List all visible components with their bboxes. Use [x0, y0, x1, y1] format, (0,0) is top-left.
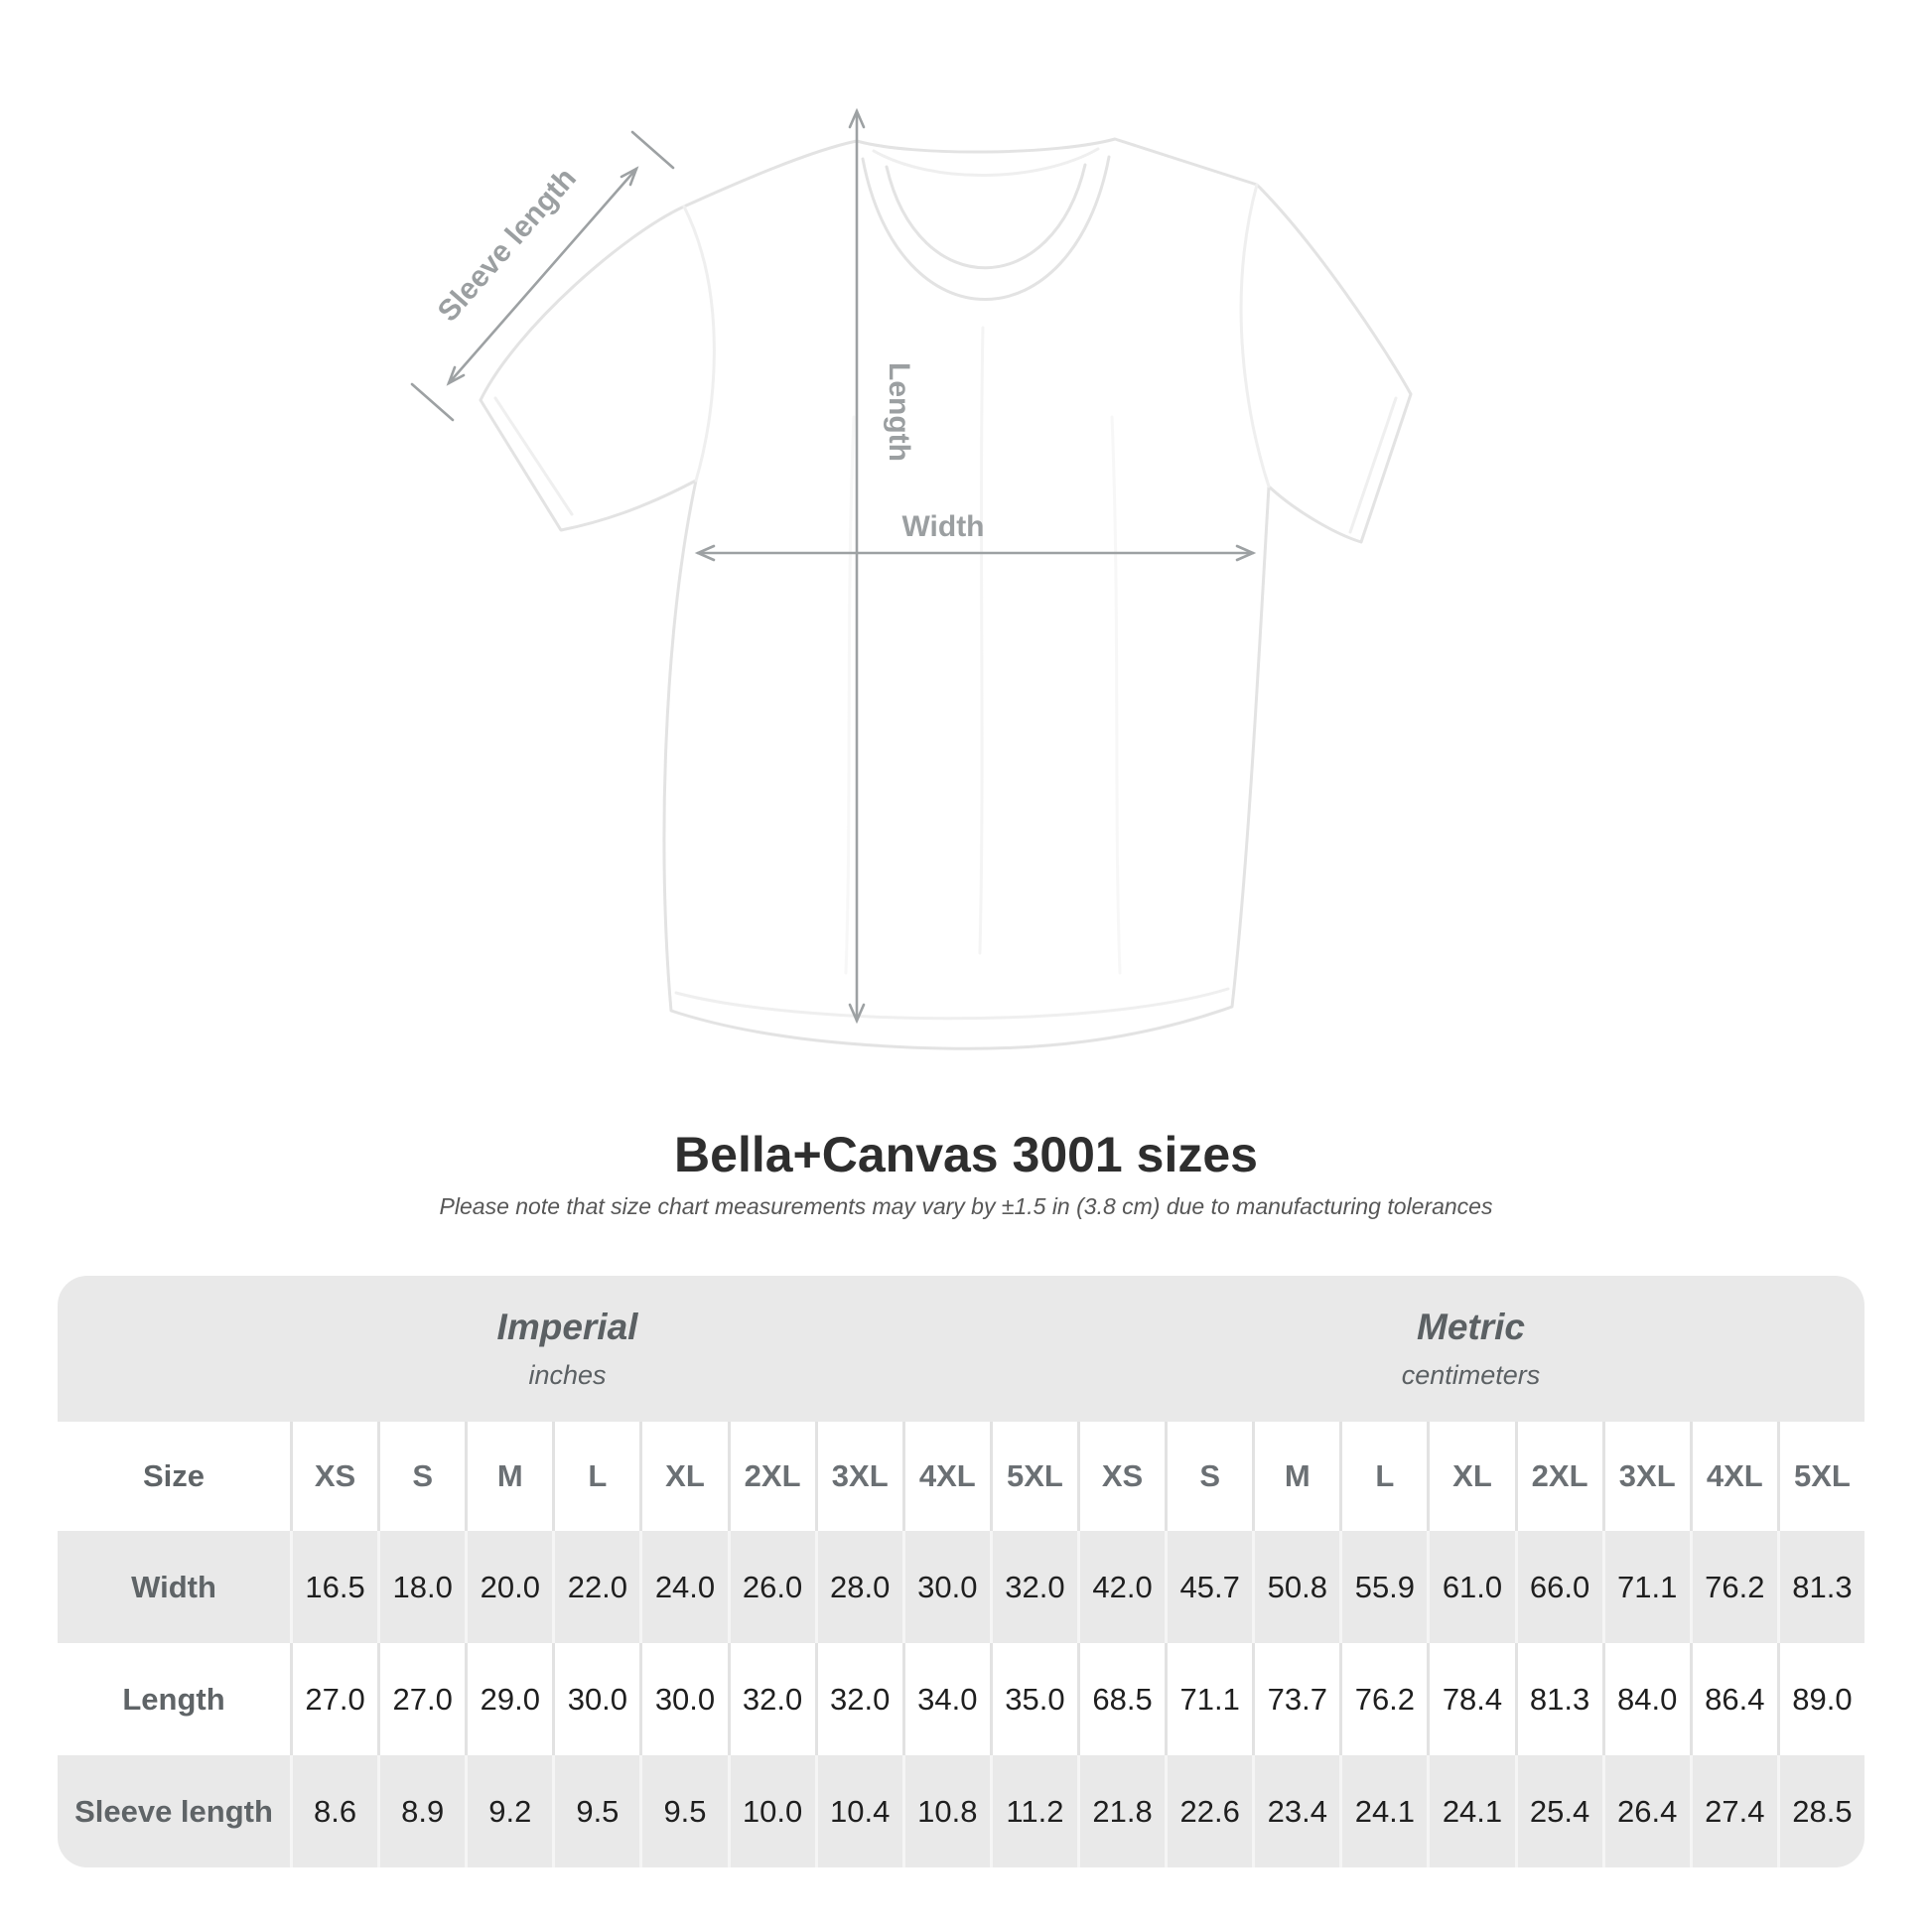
size-column-header: S: [377, 1422, 465, 1531]
metric-value-cell: 73.7: [1252, 1643, 1339, 1755]
metric-value-cell: 22.6: [1165, 1755, 1252, 1867]
metric-value-cell: 84.0: [1602, 1643, 1690, 1755]
imperial-value-cell: 20.0: [465, 1531, 552, 1643]
page-title: Bella+Canvas 3001 sizes: [674, 1127, 1258, 1182]
metric-value-cell: 28.5: [1777, 1755, 1864, 1867]
size-column-header: M: [1252, 1422, 1339, 1531]
imperial-value-cell: 9.5: [639, 1755, 727, 1867]
imperial-value-cell: 32.0: [728, 1643, 815, 1755]
size-header-label: Size: [142, 1458, 206, 1493]
left-armhole-seam: [684, 207, 714, 481]
right-cuff-stitch: [1350, 398, 1396, 532]
metric-value-cell: 86.4: [1690, 1643, 1777, 1755]
metric-value-cell: 68.5: [1077, 1643, 1165, 1755]
metric-value-cell: 76.2: [1339, 1643, 1427, 1755]
width-dimension-arrow: [698, 546, 1253, 560]
metric-group-header: [1077, 1276, 1864, 1422]
metric-value-cell: 71.1: [1602, 1531, 1690, 1643]
size-column-header: L: [552, 1422, 639, 1531]
imperial-value-cell: 34.0: [902, 1643, 990, 1755]
width-label: Width: [901, 510, 985, 543]
imperial-value-cell: 30.0: [902, 1531, 990, 1643]
measurement-row-label: Width: [131, 1569, 216, 1604]
size-column-header: S: [1165, 1422, 1252, 1531]
measurement-row: [58, 1755, 1864, 1867]
size-column-header: 5XL: [1777, 1422, 1864, 1531]
measurement-row-label: Sleeve length: [74, 1793, 273, 1829]
tshirt-outline: [481, 139, 1411, 1048]
metric-value-cell: 76.2: [1690, 1531, 1777, 1643]
size-column-header: 3XL: [815, 1422, 902, 1531]
metric-value-cell: 66.0: [1515, 1531, 1602, 1643]
metric-value-cell: 23.4: [1252, 1755, 1339, 1867]
measurement-row: [58, 1531, 1864, 1643]
imperial-group-header: [58, 1276, 1077, 1422]
metric-value-cell: 78.4: [1427, 1643, 1514, 1755]
sleeve-length-label: Sleeve length: [431, 162, 583, 329]
metric-value-cell: 42.0: [1077, 1531, 1165, 1643]
size-column-header: 4XL: [902, 1422, 990, 1531]
size-column-header: 3XL: [1602, 1422, 1690, 1531]
size-column-header: XS: [1077, 1422, 1165, 1531]
imperial-value-cell: 32.0: [990, 1531, 1077, 1643]
imperial-value-cell: 16.5: [290, 1531, 377, 1643]
metric-value-cell: 21.8: [1077, 1755, 1165, 1867]
imperial-value-cell: 18.0: [377, 1531, 465, 1643]
metric-value-cell: 27.4: [1690, 1755, 1777, 1867]
imperial-value-cell: 9.2: [465, 1755, 552, 1867]
imperial-value-cell: 22.0: [552, 1531, 639, 1643]
length-dimension-arrow: [850, 111, 864, 1021]
size-column-header: L: [1339, 1422, 1427, 1531]
unit-group-row: [58, 1276, 1864, 1422]
size-column-header: 4XL: [1690, 1422, 1777, 1531]
imperial-value-cell: 8.6: [290, 1755, 377, 1867]
size-column-header: 2XL: [1515, 1422, 1602, 1531]
imperial-unit: inches: [528, 1360, 607, 1390]
metric-value-cell: 24.1: [1427, 1755, 1514, 1867]
size-table: [58, 1276, 1864, 1867]
size-header-row: [58, 1422, 1864, 1531]
metric-unit: centimeters: [1401, 1360, 1541, 1390]
size-column-header: XL: [1427, 1422, 1514, 1531]
imperial-label: Imperial: [496, 1307, 638, 1347]
metric-value-cell: 24.1: [1339, 1755, 1427, 1867]
size-column-header: 5XL: [990, 1422, 1077, 1531]
imperial-value-cell: 8.9: [377, 1755, 465, 1867]
collar-outer-rim: [863, 157, 1109, 300]
metric-value-cell: 26.4: [1602, 1755, 1690, 1867]
fold-shadow: [980, 328, 983, 953]
metric-value-cell: 55.9: [1339, 1531, 1427, 1643]
fold-shadow: [846, 417, 854, 973]
imperial-value-cell: 27.0: [377, 1643, 465, 1755]
left-cuff-stitch: [495, 398, 572, 514]
metric-value-cell: 61.0: [1427, 1531, 1514, 1643]
imperial-value-cell: 30.0: [552, 1643, 639, 1755]
length-label: Length: [883, 362, 915, 462]
imperial-value-cell: 10.0: [728, 1755, 815, 1867]
metric-value-cell: 81.3: [1515, 1643, 1602, 1755]
metric-value-cell: 45.7: [1165, 1531, 1252, 1643]
measurement-row: [58, 1643, 1864, 1755]
imperial-value-cell: 35.0: [990, 1643, 1077, 1755]
measurement-row-label: Length: [122, 1681, 225, 1717]
imperial-value-cell: 24.0: [639, 1531, 727, 1643]
imperial-value-cell: 32.0: [815, 1643, 902, 1755]
imperial-value-cell: 26.0: [728, 1531, 815, 1643]
imperial-value-cell: 27.0: [290, 1643, 377, 1755]
imperial-value-cell: 30.0: [639, 1643, 727, 1755]
fold-shadow: [1112, 417, 1120, 973]
imperial-value-cell: 10.4: [815, 1755, 902, 1867]
metric-value-cell: 89.0: [1777, 1643, 1864, 1755]
sleeve-dimension-arrow: [412, 132, 673, 420]
metric-value-cell: 81.3: [1777, 1531, 1864, 1643]
metric-value-cell: 25.4: [1515, 1755, 1602, 1867]
size-column-header: XL: [639, 1422, 727, 1531]
size-column-header: XS: [290, 1422, 377, 1531]
hem-stitch: [676, 989, 1228, 1019]
metric-value-cell: 71.1: [1165, 1643, 1252, 1755]
metric-value-cell: 50.8: [1252, 1531, 1339, 1643]
imperial-value-cell: 29.0: [465, 1643, 552, 1755]
imperial-value-cell: 10.8: [902, 1755, 990, 1867]
collar-inner-rim: [887, 165, 1085, 268]
imperial-value-cell: 11.2: [990, 1755, 1077, 1867]
metric-label: Metric: [1417, 1307, 1525, 1347]
tolerance-note: Please note that size chart measurements may vary by ±1.5 in (3.8 cm) due to manufacturing tolerances: [439, 1193, 1493, 1219]
size-column-header: M: [465, 1422, 552, 1531]
size-column-header: 2XL: [728, 1422, 815, 1531]
imperial-value-cell: 28.0: [815, 1531, 902, 1643]
imperial-value-cell: 9.5: [552, 1755, 639, 1867]
right-armhole-seam: [1241, 185, 1269, 486]
